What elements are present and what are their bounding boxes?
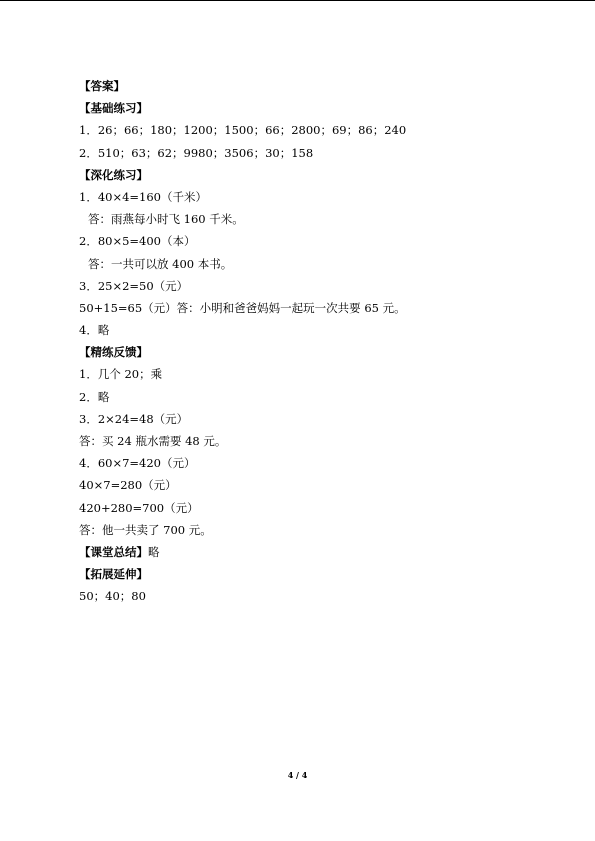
answer-text: 略 [148,544,160,559]
section-heading: 【拓展延伸】 [79,567,148,582]
answer-line: 4．60×7=420（元） [79,456,196,471]
answer-line: 1．几个 20；乘 [79,367,163,382]
answer-line: 420+280=700（元） [79,500,199,515]
answer-line: 4．略 [79,323,110,338]
page-number: 4 / 4 [287,770,308,780]
answer-line: 2．略 [79,389,110,404]
section-heading: 【答案】 [79,79,125,93]
section-heading: 【基础练习】 [79,101,148,116]
answer-line: 1．40×4=160（千米） [79,189,207,204]
answer-line: 3．2×24=48（元） [79,411,189,426]
section-heading: 【课堂总结】 [79,544,148,559]
answer-line: 3．25×2=50（元） [79,278,189,293]
answer-line: 答：雨燕每小时飞 160 千米。 [88,212,244,227]
answer-line: 50+15=65（元）答：小明和爸爸妈妈一起玩一次共要 65 元。 [79,300,406,315]
section-heading: 【精练反馈】 [79,345,148,360]
top-rule [0,0,595,1]
answer-line: 答：一共可以放 400 本书。 [88,256,233,271]
answer-line: 40×7=280（元） [79,478,177,493]
section-heading-with-answer [79,541,579,563]
answer-content [79,75,579,608]
section-heading: 【深化练习】 [79,167,148,182]
answer-line: 2．510；63；62；9980；3506；30；158 [79,145,314,160]
answer-line: 1．26；66；180；1200；1500；66；2800；69；86；240 [79,123,407,138]
answer-line: 答：买 24 瓶水需要 48 元。 [79,434,227,448]
answer-line: 50；40；80 [79,589,146,604]
answer-line: 答：他一共卖了 700 元。 [79,522,212,537]
answer-line: 2．80×5=400（本） [79,234,196,249]
